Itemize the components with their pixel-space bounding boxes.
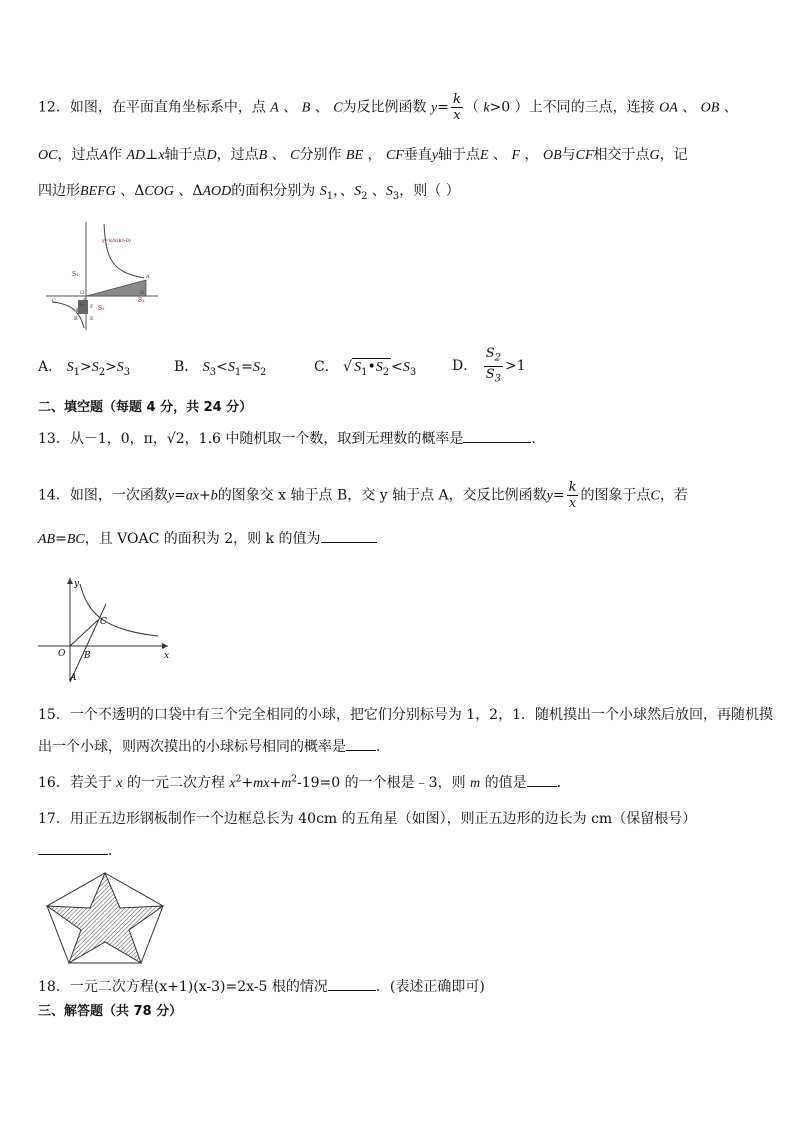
q12-text-b: 为反比例函数 xyxy=(342,99,427,116)
q18-text-b: ．(表述正确即可) xyxy=(375,979,485,995)
q12-option-d: D． $\frac{S_2}{S_3}$ >1 xyxy=(452,346,526,385)
section-3-title: 三、解答题（共 78 分） xyxy=(38,1004,183,1019)
q12-option-b: B． $S_3<S_1=S_2$ xyxy=(174,359,267,378)
q14-text-e: ，且 VOAC 的面积为 2，则 k 的值为 xyxy=(84,531,321,547)
q12-text-o: ，则（ ） xyxy=(399,183,460,199)
q16-text-a: 16．若关于 xyxy=(38,775,112,791)
option-c-letter: C． xyxy=(314,359,339,375)
q17-blank[interactable] xyxy=(38,842,108,855)
option-d-letter: D． xyxy=(452,358,478,375)
q12-graph xyxy=(44,220,160,332)
q15-line2 xyxy=(38,738,390,756)
label-a: A xyxy=(146,274,150,280)
q14-text-b: 的图象交 x 轴于点 B，交 y 轴于点 A，交反比例函数 xyxy=(217,487,547,504)
q14-label-y: y xyxy=(74,579,80,589)
q12-text-n: 的面积分别为 xyxy=(231,183,316,199)
label-d: D xyxy=(140,290,145,296)
q16-text-b: 的一元二次方程 xyxy=(126,775,225,791)
q17-line1: 17．用正五边形钢板制作一个边框总长为 40cm 的五角星（如图），则正五边形的边长为 cm（保留根号） xyxy=(38,811,697,827)
q14-label-x: x xyxy=(164,651,170,661)
label-function: y=k/x(k>0) xyxy=(102,238,131,244)
q12-text-c: 上不同的三点，连接 xyxy=(528,99,655,116)
q15-line1: 15．一个不透明的口袋中有三个完全相同的小球，把它们分别标号为 1，2，1．随机摸出一个小球然后放回，再随机摸 xyxy=(38,707,773,723)
label-s2: S₂ xyxy=(98,305,105,312)
q16-text-d: 的值是 xyxy=(484,775,527,791)
q12-option-a: A． $S_1>S_2>S_3$ xyxy=(38,359,131,378)
q16-end: ． xyxy=(556,775,571,791)
label-b: B xyxy=(74,316,78,322)
q16: 16．若关于 x 的一元二次方程 $x^2+mx+m^2-19=0$ 的一个根是﹣3，则 m 的值是 ． xyxy=(38,774,571,791)
q15-end: ． xyxy=(376,739,390,755)
label-g: G xyxy=(80,302,84,308)
label-s3: S₃ xyxy=(138,297,145,304)
q12-line3: 四边形BEFG 、ΔCOG 、ΔAOD的面积分别为 $S_1$，、$S_2$ 、$S_3$，则（ ） xyxy=(38,183,460,202)
q14-label-o: O xyxy=(58,649,66,659)
q18-blank[interactable] xyxy=(328,978,376,991)
q16-blank[interactable] xyxy=(527,774,557,787)
q14-label-a: A xyxy=(70,673,77,683)
q17-end: ． xyxy=(108,843,122,859)
q14-blank[interactable] xyxy=(321,530,377,543)
q18-text-a: 18．一元二次方程(x+1)(x-3)=2x-5 根的情况 xyxy=(38,979,328,995)
q12-text-l: ，记 xyxy=(659,147,688,163)
section-2-title: 二、填空题（每题 4 分，共 24 分） xyxy=(38,400,253,415)
option-b-letter: B． xyxy=(174,359,199,375)
q13-blank[interactable] xyxy=(463,430,531,443)
q12-text-d: ，过点 xyxy=(57,147,100,163)
q14-line2: AB=BC，且 VOAC 的面积为 2，则 k 的值为 xyxy=(38,530,377,549)
q12-line1: 12．如图，在平面直角坐标系中，点 A 、 B 、 C为反比例函数 y= $\frac{k}{x}$ （ k>0 ）上不同的三点，连接 OA 、 OB 、 xyxy=(38,92,738,123)
q12-text-f: 轴于点 xyxy=(164,147,207,163)
q12-text-a: 如图，在平面直角坐标系中，点 xyxy=(69,99,266,116)
q13-end: ． xyxy=(531,431,546,447)
q14-text-c: 的图象于点 xyxy=(580,487,651,504)
label-o: O xyxy=(80,290,85,296)
q12-text-j: 轴于点 xyxy=(438,147,481,163)
q13 xyxy=(38,430,545,448)
q14-text-a: 14．如图，一次函数 xyxy=(38,487,168,504)
q12-text-m: 四边形 xyxy=(38,183,80,199)
fraction-k-over-x: $\frac{k}{x}$ xyxy=(452,92,461,123)
q17-pentagon-star xyxy=(44,870,166,966)
q12-text-i: 垂直 xyxy=(403,147,432,163)
option-a-letter: A． xyxy=(38,359,63,375)
q12-text-g: ，过点 xyxy=(216,147,259,163)
label-e: E xyxy=(90,316,94,322)
q18 xyxy=(38,978,485,996)
q14-label-c: C xyxy=(100,617,107,627)
q14-graph xyxy=(36,574,172,684)
q14-text-d: ，若 xyxy=(659,487,688,504)
q12-text-h: 分别作 xyxy=(299,147,342,163)
label-f: F xyxy=(90,304,94,310)
q12-line2: OC，过点A作 AD⊥x轴于点D，过点B 、 C分别作 BE ， CF垂直y轴于点E 、 F ， OB与CF相交于点G，记 xyxy=(38,147,688,163)
q14-fraction: $\frac{k}{x}$ xyxy=(568,480,577,511)
q14-label-b: B xyxy=(84,651,91,661)
label-s1: S₁ xyxy=(72,271,79,278)
q12-text-k: 相交于点 xyxy=(593,147,650,163)
q12-option-c: C． √ $S_1•S_2 <S_3$ xyxy=(314,359,417,378)
q15-blank[interactable] xyxy=(346,738,376,751)
q14-line1: 14．如图，一次函数y=ax+b的图象交 x 轴于点 B，交 y 轴于点 A，交反比例函数y= $\frac{k}{x}$ 的图象于点C，若 xyxy=(38,480,688,511)
q13-text: 13．从－1，0，π，√2，1.6 中随机取一个数，取到无理数的概率是 xyxy=(38,431,464,447)
q17-line2 xyxy=(38,842,122,860)
q12-text-e: 作 xyxy=(108,147,123,163)
q16-text-c: 的一个根是﹣3，则 xyxy=(344,775,466,791)
q15-text: 出一个小球，则两次摸出的小球标号相同的概率是 xyxy=(38,739,346,755)
label-c: C xyxy=(52,298,56,304)
q12-number: 12． xyxy=(38,99,70,116)
